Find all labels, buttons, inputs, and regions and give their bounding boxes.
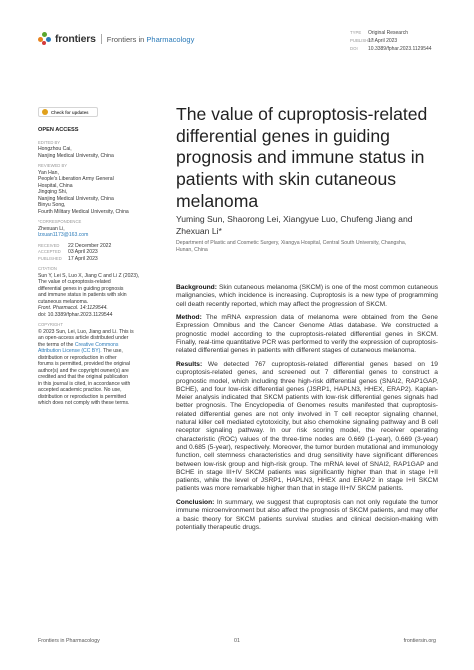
type-label: TYPE [350, 30, 362, 35]
correspondence-label: *CORRESPONDENCE [38, 219, 82, 224]
method-text: The mRNA expression data of melanoma were obtained from the Gene Expression Omnibus and the Cancer Genome Atlas database. We constructed a prognostic model according to the cuproptosis-related differential genes in SKCM. Finally, real-time quantitative PCR was performed to verify the expression of cuproptosis-related differential genes in patients with different stages of cutaneous melanoma. [176, 314, 438, 355]
article-sidebar [38, 127, 153, 407]
page-footer [38, 638, 436, 646]
title-line: prognosis and immune status in [176, 147, 425, 168]
doi-value[interactable]: 10.3389/fphar.2023.1129544 [368, 46, 432, 53]
title-line: The value of cuproptosis-related [176, 104, 428, 124]
correspondent-email-link[interactable]: lzxuan1173@163.com [38, 232, 89, 238]
copyright-line: credited and that the original publication [38, 374, 129, 380]
citation-line: and immune status in patients with skin [38, 292, 127, 298]
accepted-value: 03 April 2023 [68, 249, 98, 255]
published-date-label: PUBLISHED [38, 255, 62, 261]
reviewer-line: Jingqing Shi, [38, 189, 68, 195]
citation-doi-link[interactable]: doi: 10.3389/fphar.2023.1129544 [38, 311, 113, 318]
received-value: 22 December 2022 [68, 242, 112, 249]
background-text: Skin cutaneous melanoma (SKCM) is one of the most common cutaneous malignancies, which incidence is increasing. Cuproptosis is a new type of programming cell death recently reported, which may affect the progression of SKCM. [176, 284, 438, 308]
editor-affiliation: Nanjing Medical University, China [38, 152, 114, 159]
copyright-line: in this journal is cited, in accordance with [38, 380, 131, 387]
abstract-conclusion [176, 499, 438, 532]
received-label: RECEIVED [38, 242, 60, 248]
results-heading: Results: [176, 360, 203, 368]
citation-line: cutaneous melanoma. [38, 298, 89, 305]
copyright-line: which does not comply with these terms. [38, 400, 130, 406]
citation-line: The value of cuproptosis-related [38, 279, 111, 285]
copyright-line: © 2023 Sun, Lei, Luo, Jiang and Li. This is [38, 328, 134, 335]
abstract-background [176, 284, 438, 309]
journal-prefix: Frontiers in [106, 34, 145, 44]
reviewer-line: Nanjing Medical University, China [38, 195, 114, 202]
copyright-text: The use, [103, 348, 123, 354]
journal-name [107, 35, 195, 44]
article-meta [350, 29, 432, 54]
author-affiliation [176, 240, 436, 254]
reviewer-line: Hospital, China [38, 182, 73, 189]
copyright-line: accepted academic practice. No use, [38, 387, 122, 393]
published-value: 17 April 2023 [368, 38, 398, 45]
editor-name: Hongzhou Cai, [38, 146, 72, 152]
reviewed-by-label: REVIEWED BY [38, 163, 68, 168]
affiliation-line: Department of Plastic and Cosmetic Surgery, Xiangya Hospital, Central South University, Changsha, [176, 240, 407, 246]
abstract [176, 284, 438, 538]
doi-label: DOI [350, 46, 358, 52]
open-access-label: OPEN ACCESS [38, 127, 79, 133]
reviewer-line: Binyu Song, [38, 202, 66, 208]
cc-license-link[interactable]: Creative Commons [74, 341, 119, 348]
affiliation-line: Hunan, China [176, 246, 208, 253]
edited-by-label: EDITED BY [38, 139, 61, 145]
title-line: patients with skin cutaneous [176, 169, 397, 190]
cc-license-link-cont[interactable]: Attribution License (CC BY). [38, 348, 102, 354]
citation-line: differential genes in guiding prognosis [38, 285, 124, 292]
title-line: melanoma [176, 190, 259, 211]
author-line: Yuming Sun, Shaorong Lei, Xiangyue Luo, Chufeng Jiang and [176, 214, 413, 224]
journal-accent: Pharmacology [146, 34, 195, 44]
copyright-text: the terms of the [38, 341, 74, 348]
check-updates-label: Check for updates [51, 109, 89, 115]
check-updates-button[interactable] [38, 107, 98, 117]
copyright-label: COPYRIGHT [38, 322, 63, 327]
copyright-line: distribution or reproduction is permitted [38, 393, 127, 400]
reviewer-line: People's Liberation Army General [38, 176, 114, 182]
title-line: differential genes in guiding [176, 125, 390, 146]
copyright-line: distribution or reproduction in other [38, 354, 117, 361]
reviewer-line: Yan Han, [38, 169, 59, 176]
published-label: PUBLISHED [350, 38, 375, 44]
background-heading: Background: [176, 284, 217, 291]
citation-line: Sun Y, Lei S, Luo X, Jiang C and Li Z (2023), [38, 272, 140, 279]
copyright-line: an open-access article distributed under [38, 335, 129, 341]
published-date-row [38, 256, 153, 263]
article-title [176, 104, 436, 213]
citation-line: Front. Pharmacol. 14:1129544. [38, 305, 108, 311]
page-header [0, 0, 474, 60]
frontiers-logo[interactable] [38, 32, 194, 46]
footer-journal: Frontiers in Pharmacology [38, 638, 100, 644]
frontiers-logo-icon [38, 32, 52, 46]
abstract-method [176, 314, 438, 355]
conclusion-heading: Conclusion: [176, 499, 215, 507]
author-line: Zhexuan Li* [176, 226, 222, 237]
conclusion-text: In summary, we suggest that cuproptosis can not only regulate the tumor immune microenvironment but also affect the prognosis of SKCM patients, and may offer a basic theory for SKCM patients survival studies and clinical decision-making with potentially therapeutic drugs. [176, 499, 438, 531]
citation-label: CITATION [38, 266, 57, 271]
check-updates-icon [42, 109, 48, 115]
method-heading: Method: [176, 314, 202, 322]
abstract-results [176, 361, 438, 494]
correspondent-name: Zhexuan Li, [38, 225, 65, 232]
reviewer-line: Fourth Military Medical University, China [38, 208, 129, 215]
footer-site-link[interactable]: frontiersin.org [403, 638, 436, 644]
copyright-line: forums is permitted, provided the original [38, 361, 131, 367]
logo-divider [101, 34, 102, 44]
accepted-label: ACCEPTED [38, 249, 61, 254]
results-text: We detected 767 cuproptosis-related differential genes based on 19 cuproptosis-related genes, and screened out 7 differential genes to construct a prognostic model, which including three high-risk differential genes (SNAI2, RAP1GAP, BCHE), and four low-risk differential genes (JSRP1, HAPLN3, HHEX, ERAP2). Kaplan-Meier analysis indicated that SKCM patients with low-risk differential genes signals had better prognosis. The Encyclopedia of Genomes results manifested that cuproptosis-related differential genes are not only involved in T cell receptor signaling channel, natural killer cell mediated cytotoxicity, but also chemokine signaling pathway and B cell receptor signaling pathway. In our risk scoring model, the receiver operating characteristic (ROC) values of the three-time nodes are 0.669 (1-year), 0.669 (3-year) and 0.685 (5-year), respectively. Moreover, the tumor burden mutational and immunology function, cell stemness characteristics and drug sensitivity have significant differences between low-risk group and high-risk group. The mRNA level of SNAI2, RAP1GAP and BCHE in stage III+IV SKCM patients was significantly higher than that in stage I+II patients, while the level of JSRP1, HAPLN3, HHEX and ERAP2 in stage I+II SKCM patients was more remarkable higher than that in stage III+IV SKCM patients. [176, 360, 438, 493]
brand-name: frontiers [55, 33, 96, 45]
copyright-line: author(s) and the copyright owner(s) are [38, 367, 129, 374]
type-value: Original Research [368, 30, 409, 36]
page-number: 01 [234, 638, 240, 644]
author-list [176, 213, 436, 237]
published-date-value: 17 April 2023 [68, 255, 98, 262]
